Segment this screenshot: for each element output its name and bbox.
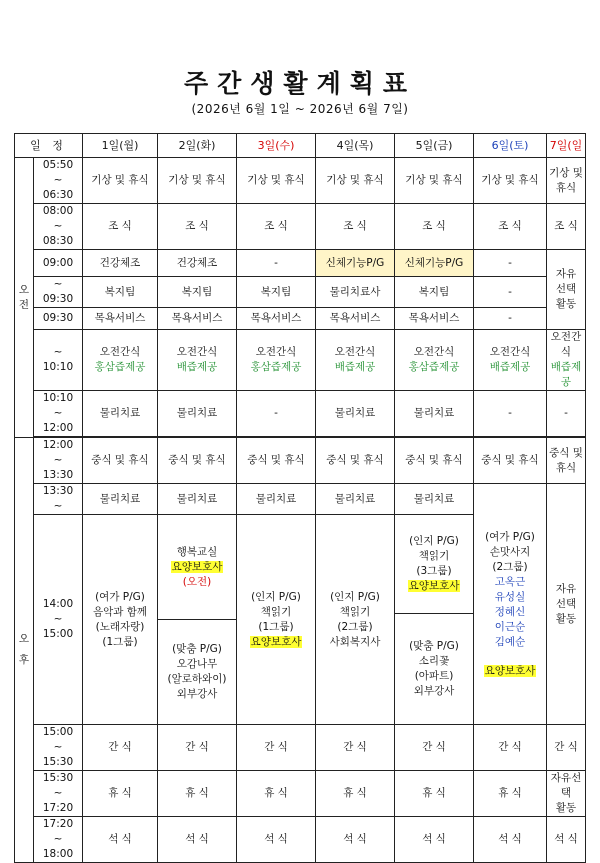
cell-bath-tue: 목욕서비스	[158, 308, 237, 330]
cell-breakfast-mon: 조 식	[83, 204, 158, 250]
cell-health-thu: 신체기능P/G	[316, 250, 395, 277]
cell-program-thu: (인지 P/G) 책읽기 (2그룹) 사회복지사	[316, 515, 395, 725]
cell-breakfast-fri: 조 식	[395, 204, 474, 250]
day-header-tue: 2일(화)	[158, 134, 237, 158]
cell-rest-sat: 휴 식	[474, 771, 547, 817]
cell-program-mon: (여가 P/G) 음악과 함께 (노래자랑) (1그룹)	[83, 515, 158, 725]
cell-lunch-mon: 중식 및 휴식	[83, 438, 158, 484]
cell-lunch-tue: 중식 및 휴식	[158, 438, 237, 484]
cell-bath-thu: 목욕서비스	[316, 308, 395, 330]
cell-bath-sat: -	[474, 308, 547, 330]
cell-physio-pm-fri: 물리치료	[395, 484, 474, 515]
time-cell: 13:30 ~	[34, 484, 83, 515]
cell-wake-fri: 기상 및 휴식	[395, 158, 474, 204]
cell-rest-fri: 휴 식	[395, 771, 474, 817]
cell-wake-sun: 기상 및 휴식	[547, 158, 586, 204]
row-wake	[15, 158, 586, 204]
weekly-schedule-table	[14, 133, 586, 863]
cell-dinner-thu: 석 식	[316, 817, 395, 863]
day-header-sun: 7일(일	[547, 134, 586, 158]
cell-snack-pm-sun: 간 식	[547, 725, 586, 771]
row-physio-am	[15, 391, 586, 437]
row-physio-pm	[15, 484, 586, 515]
cell-lunch-fri: 중식 및 휴식	[395, 438, 474, 484]
cell-program-tue: 행복교실 요양보호사 (오전) (맞춤 P/G) 오감나무 (알로하와이) 외부강사	[158, 515, 237, 725]
cell-program-sat: (여가 P/G) 손맛사지 (2그룹) 고옥근 유성실 정혜신 이근순 김예순 요양보호사	[474, 484, 547, 725]
cell-lunch-sat: 중식 및 휴식	[474, 438, 547, 484]
cell-welfare-fri: 복지팀	[395, 277, 474, 308]
time-cell: 15:30 ~ 17:20	[34, 771, 83, 817]
time-cell: 05:50 ~ 06:30	[34, 158, 83, 204]
cell-bath-wed: 목욕서비스	[237, 308, 316, 330]
cell-welfare-thu: 물리치료사	[316, 277, 395, 308]
cell-snack-am-fri: 오전간식 홍삼즙제공	[395, 330, 474, 391]
time-cell: ~ 09:30	[34, 277, 83, 308]
cell-physio-am-fri: 물리치료	[395, 391, 474, 437]
cell-wake-sat: 기상 및 휴식	[474, 158, 547, 204]
row-snack-pm	[15, 725, 586, 771]
row-rest	[15, 771, 586, 817]
section-pm: 오 후	[15, 438, 34, 863]
cell-rest-mon: 휴 식	[83, 771, 158, 817]
cell-snack-am-mon: 오전간식 홍삼즙제공	[83, 330, 158, 391]
row-breakfast	[15, 204, 586, 250]
cell-health-wed: -	[237, 250, 316, 277]
cell-snack-am-sat: 오전간식 배즙제공	[474, 330, 547, 391]
cell-snack-am-sun: 오전간식 배즙제공	[547, 330, 586, 391]
time-cell: 10:10 ~ 12:00	[34, 391, 83, 437]
cell-physio-pm-wed: 물리치료	[237, 484, 316, 515]
cell-welfare-mon: 복지팀	[83, 277, 158, 308]
cell-dinner-sat: 석 식	[474, 817, 547, 863]
cell-physio-pm-mon: 물리치료	[83, 484, 158, 515]
cell-rest-sun: 자유선택 활동	[547, 771, 586, 817]
cell-program-fri: (인지 P/G) 책읽기 (3그룹) 요양보호사 (맞춤 P/G) 소리꽃 (아파트) 외부강사	[395, 515, 474, 725]
cell-bath-mon: 목욕서비스	[83, 308, 158, 330]
schedule-header: 일 정	[15, 134, 83, 158]
time-cell: 09:30	[34, 308, 83, 330]
cell-snack-pm-tue: 간 식	[158, 725, 237, 771]
cell-physio-am-sat: -	[474, 391, 547, 437]
row-dinner	[15, 817, 586, 863]
cell-physio-am-thu: 물리치료	[316, 391, 395, 437]
cell-program-wed: (인지 P/G) 책읽기 (1그룹) 요양보호사	[237, 515, 316, 725]
cell-rest-wed: 휴 식	[237, 771, 316, 817]
cell-physio-pm-tue: 물리치료	[158, 484, 237, 515]
cell-rest-tue: 휴 식	[158, 771, 237, 817]
period-subtitle: (2026년 6월 1일 ~ 2026년 6월 7일)	[191, 102, 409, 116]
row-lunch	[15, 438, 586, 484]
cell-snack-am-tue: 오전간식 배즙제공	[158, 330, 237, 391]
cell-physio-am-mon: 물리치료	[83, 391, 158, 437]
cell-dinner-mon: 석 식	[83, 817, 158, 863]
cell-wake-thu: 기상 및 휴식	[316, 158, 395, 204]
cell-physio-am-sun: -	[547, 391, 586, 437]
day-header-wed: 3일(수)	[237, 134, 316, 158]
cell-wake-tue: 기상 및 휴식	[158, 158, 237, 204]
cell-free-sun-pm: 자유 선택 활동	[547, 484, 586, 725]
cell-wake-wed: 기상 및 휴식	[237, 158, 316, 204]
cell-snack-pm-fri: 간 식	[395, 725, 474, 771]
cell-breakfast-sat: 조 식	[474, 204, 547, 250]
time-cell: 14:00 ~ 15:00	[34, 515, 83, 725]
day-header-mon: 1일(월)	[83, 134, 158, 158]
cell-snack-am-wed: 오전간식 홍삼즙제공	[237, 330, 316, 391]
cell-lunch-wed: 중식 및 휴식	[237, 438, 316, 484]
cell-snack-am-thu: 오전간식 배즙제공	[316, 330, 395, 391]
cell-dinner-tue: 석 식	[158, 817, 237, 863]
header-row	[15, 134, 586, 158]
page-title: 주간생활계획표	[183, 69, 417, 98]
cell-welfare-sat: -	[474, 277, 547, 308]
time-cell: 09:00	[34, 250, 83, 277]
cell-health-tue: 건강체조	[158, 250, 237, 277]
cell-snack-pm-mon: 간 식	[83, 725, 158, 771]
cell-lunch-thu: 중식 및 휴식	[316, 438, 395, 484]
cell-physio-am-wed: -	[237, 391, 316, 437]
row-health	[15, 250, 586, 277]
row-snack-am	[15, 330, 586, 391]
row-welfare	[15, 277, 586, 308]
day-header-thu: 4일(목)	[316, 134, 395, 158]
cell-breakfast-thu: 조 식	[316, 204, 395, 250]
day-header-sat: 6일(토)	[474, 134, 547, 158]
cell-health-sat: -	[474, 250, 547, 277]
time-cell: ~ 10:10	[34, 330, 83, 391]
row-bath	[15, 308, 586, 330]
cell-bath-fri: 목욕서비스	[395, 308, 474, 330]
cell-lunch-sun: 중식 및 휴식	[547, 438, 586, 484]
time-cell: 12:00 ~ 13:30	[34, 438, 83, 484]
section-am: 오 전	[15, 158, 34, 438]
cell-welfare-wed: 복지팀	[237, 277, 316, 308]
cell-welfare-tue: 복지팀	[158, 277, 237, 308]
cell-dinner-fri: 석 식	[395, 817, 474, 863]
cell-dinner-wed: 석 식	[237, 817, 316, 863]
time-cell: 08:00 ~ 08:30	[34, 204, 83, 250]
cell-dinner-sun: 석 식	[547, 817, 586, 863]
cell-snack-pm-wed: 간 식	[237, 725, 316, 771]
cell-rest-thu: 휴 식	[316, 771, 395, 817]
time-cell: 17:20 ~ 18:00	[34, 817, 83, 863]
cell-wake-mon: 기상 및 휴식	[83, 158, 158, 204]
cell-snack-pm-sat: 간 식	[474, 725, 547, 771]
cell-breakfast-tue: 조 식	[158, 204, 237, 250]
cell-snack-pm-thu: 간 식	[316, 725, 395, 771]
cell-breakfast-sun: 조 식	[547, 204, 586, 250]
cell-physio-pm-thu: 물리치료	[316, 484, 395, 515]
cell-health-fri: 신체기능P/G	[395, 250, 474, 277]
cell-free-sun-am: 자유 선택 활동	[547, 250, 586, 330]
time-cell: 15:00 ~ 15:30	[34, 725, 83, 771]
cell-health-mon: 건강체조	[83, 250, 158, 277]
day-header-fri: 5일(금)	[395, 134, 474, 158]
cell-breakfast-wed: 조 식	[237, 204, 316, 250]
cell-physio-am-tue: 물리치료	[158, 391, 237, 437]
